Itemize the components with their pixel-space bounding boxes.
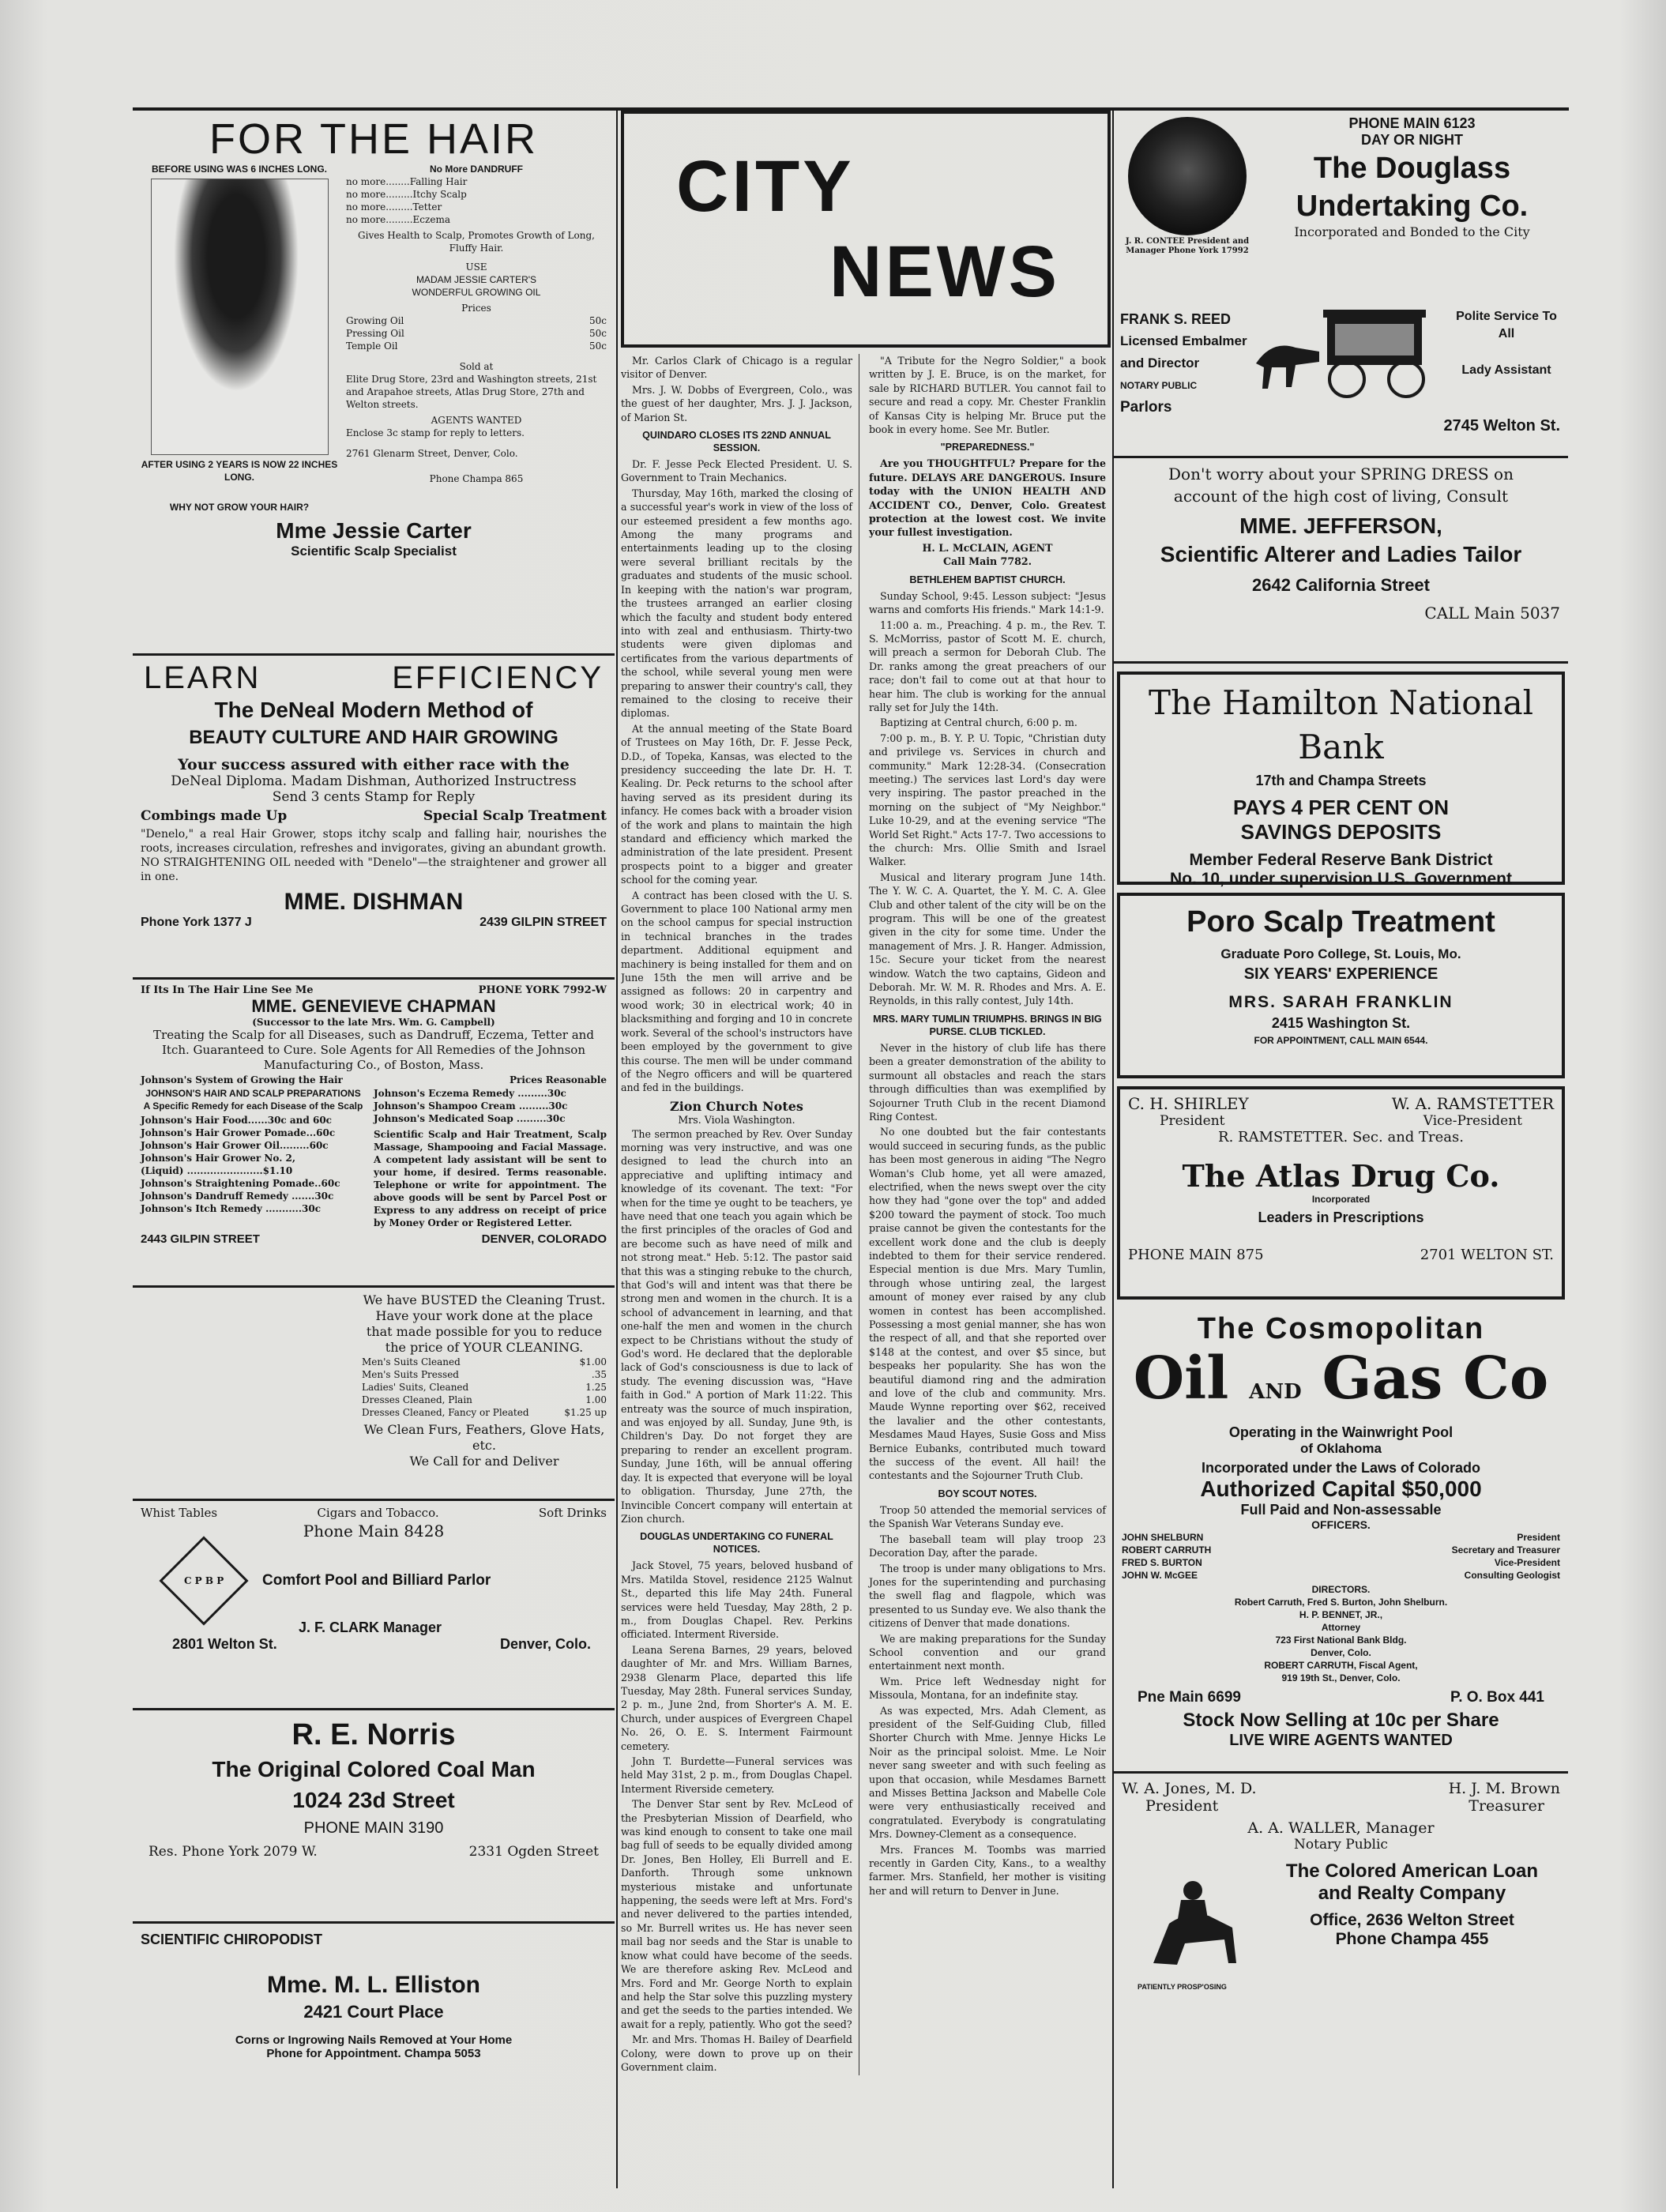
pool-city: Denver, Colo. bbox=[499, 1636, 591, 1652]
atlas-leaders: Leaders in Prescriptions bbox=[1258, 1209, 1424, 1225]
deneal-ad bbox=[133, 656, 615, 980]
left-column bbox=[133, 111, 615, 2188]
hair-photo bbox=[151, 179, 329, 455]
product-right-2: Johnson's Shampoo Cream .........30c bbox=[374, 1100, 568, 1112]
bethlehem-p3: Baptizing at Central church, 6:00 p. m. bbox=[880, 717, 1077, 729]
special-treatment: Special Scalp Treatment bbox=[423, 808, 607, 824]
product-left-4: Johnson's Hair Grower No. 2, bbox=[141, 1153, 296, 1164]
bethlehem-p2: 11:00 a. m., Preaching. 4 p. m., the Rev. T. S. McMorriss, pastor of Scott M. E. church, will preach a sermon for Deborah Club. The Dr. ranks among the great preachers of our race; don't fail to come out at that hour to hear him. The club is working for the annual rally set for July the 14th. bbox=[869, 619, 1106, 713]
poro-grad: Graduate Poro College, St. Louis, Mo. bbox=[1220, 946, 1461, 961]
reed-embalmer: Licensed Embalmer bbox=[1120, 333, 1247, 348]
bethlehem-p5: Musical and literary program June 14th. The Y. W. C. A. Quartet, the Y. M. C. A. Glee Club and other talent of the city will be on the program. This will be one of the greatest given in the city for some time. Under the management of Mrs. J. R. Hanger. Admission, 15c. Secure your ticket from the nearest window. Watch the two captains, Gideon and Deborah. Mr. W. M. R. Rhodes and Mrs. A. E. Reynolds, in this rally contest, July 14th. bbox=[869, 871, 1106, 1007]
officer-4: JOHN W. McGEE Consulting Geologist bbox=[1122, 1570, 1560, 1581]
clean-furs: We Clean Furs, Feathers, Glove Hats, etc. bbox=[363, 1422, 605, 1453]
ramstetter-name: W. A. RAMSTETTER bbox=[1391, 1094, 1554, 1113]
cleaning-row-2: Men's Suits Pressed .35 bbox=[362, 1369, 607, 1380]
bennet-attorney: Attorney bbox=[1321, 1622, 1361, 1633]
cleaning-row-4: Dresses Cleaned, Plain 1.00 bbox=[362, 1394, 607, 1405]
jefferson-call: CALL Main 5037 bbox=[1424, 604, 1560, 623]
loan-name-2: and Realty Company bbox=[1318, 1883, 1506, 1904]
loan-name-1: The Colored American Loan bbox=[1285, 1860, 1539, 1882]
chapman-street: 2443 GILPIN STREET bbox=[141, 1232, 260, 1246]
cosmo-inc: Incorporated under the Laws of Colorado bbox=[1201, 1460, 1481, 1476]
pool-name: Comfort Pool and Billiard Parlor bbox=[262, 1572, 491, 1589]
mcclain-call: Call Main 7782. bbox=[943, 555, 1032, 568]
news-columns bbox=[621, 354, 1111, 2075]
quindaro-p2: At the annual meeting of the State Board of Trustees on May 16th, Dr. F. Jesse Peck, D.D., of Topeka, Kansas, was elected to the presidency succeeding the late Dr. H. T. Kealing. Dr. Peck returns to the school after having served as its president during its infancy. He comes back with a broader vision of the work and plans to maintain the high standard and efficiency which marked the administration of the late president. Present prospects point to a bigger and greater school for the coming year. bbox=[621, 722, 852, 886]
prospector-caption: PATIENTLY PROSP'OSING bbox=[1138, 1983, 1227, 1991]
carter-specialist: Scientific Scalp Specialist bbox=[291, 544, 457, 559]
before-caption: BEFORE USING WAS 6 INCHES LONG. bbox=[151, 164, 328, 175]
hamilton-pays: PAYS 4 PER CENT ON bbox=[1232, 796, 1450, 819]
dobbs-note: Mrs. J. W. Dobbs of Evergreen, Colo., was the guest of her daughter, Mrs. J. J. Jackson, of Marion St. bbox=[621, 383, 852, 423]
toombs-note: Mrs. Frances M. Toombs was married recently in Garden City, Kans., to a wealthy farmer. Mrs. Stanfield, her mother is visiting her and will return to Denver in June. bbox=[869, 1843, 1106, 1897]
douglass-name-2: Undertaking Co. bbox=[1296, 190, 1529, 223]
jefferson-ad bbox=[1114, 458, 1568, 664]
officer-2: ROBERT CARRUTH Secretary and Treasurer bbox=[1122, 1544, 1560, 1556]
no-more-4: no more.........Eczema bbox=[346, 214, 450, 225]
why-caption: WHY NOT GROW YOUR HAIR? bbox=[169, 502, 310, 513]
reed-director: and Director bbox=[1120, 356, 1200, 371]
officer-3: FRED S. BURTON Vice-President bbox=[1122, 1557, 1560, 1568]
quindaro-head: QUINDARO CLOSES ITS 22ND ANNUAL SESSION. bbox=[642, 430, 831, 454]
deneal-beauty: BEAUTY CULTURE AND HAIR GROWING bbox=[189, 727, 558, 748]
fiscal-agent: ROBERT CARRUTH, Fiscal Agent, bbox=[1264, 1660, 1418, 1671]
ramstetter-sec: R. RAMSTETTER. Sec. and Treas. bbox=[1218, 1129, 1464, 1146]
product-left-2: Johnson's Hair Grower Pomade...60c bbox=[141, 1127, 336, 1138]
funeral-stovel: Jack Stovel, 75 years, beloved husband of Mrs. Matilda Stovel, residence 2125 Walnut St., departed this life May 24th. Funeral services were held Tuesday, May 28th, 2 p. m., from Douglas Chapel. Rev. Perkins officiated. Interment Riverside. bbox=[621, 1559, 852, 1641]
tumlin-p2: No one doubted but the fair contestants would succeed in securing funds, as the public has been most generous in aiding "The Negro Woman's Club home, yet all were amazed, electrified, when the news swept over the city how they had "gone over the top" and added $200 toward the payment of stock. Too much praise cannot be given the contestants for the excellent work done and the club is deeply indebted to them for their service rendered. Especial mention is due Mrs. Mary Tumlin, through whose untiring zeal, the largest amount of money ever raised by any club women in contest has been accomplished. Possessing a most genial manner, she has won the respect of all, and that she reported over $148 at the contest, and over $5 since, but bespeaks her popularity. She has won the beautiful diamond ring and the admiration and love of the club and community. Mrs. Maude Wynne reporting over $62, received the lavalier and the other contestants, Mesdames Maud Hayes, Susie Goss and Miss Bernice Eubanks, contributed much toward the success of the event. All hail! the contestants and the Sojourner Truth Club. bbox=[869, 1126, 1106, 1482]
jefferson-name: MME. JEFFERSON, bbox=[1239, 514, 1442, 538]
bennet-bank: 723 First National Bank Bldg. bbox=[1275, 1635, 1407, 1646]
cosmo-op: Operating in the Wainwright Pool bbox=[1228, 1424, 1454, 1440]
cosmo-phone: Pne Main 6699 bbox=[1138, 1689, 1241, 1706]
douglass-name-1: The Douglass bbox=[1313, 152, 1511, 185]
norris-ad bbox=[133, 1710, 615, 1924]
funeral-barnes: Leana Serena Barnes, 29 years, beloved daughter of Mr. and Mrs. William Barnes, 2938 Glenarm Place, departed this life Tuesday, May 28th. Funeral services Sunday, 2 p. m., June 2nd, from Shorter's A. M. E. Church, under auspices of Evergreen Chapel No. 26, O. E. S. Interment Fairmount cemetery. bbox=[621, 1643, 852, 1752]
chiro-head: SCIENTIFIC CHIROPODIST bbox=[141, 1932, 323, 1947]
parlors: Parlors bbox=[1120, 399, 1172, 416]
lady-assistant: Lady Assistant bbox=[1461, 363, 1551, 377]
pool-phone: Phone Main 8428 bbox=[303, 1522, 445, 1540]
directors-list: Robert Carruth, Fred S. Burton, John Shelburn. bbox=[1234, 1597, 1448, 1608]
poro-title: Poro Scalp Treatment bbox=[1187, 905, 1495, 939]
soft-drinks: Soft Drinks bbox=[538, 1506, 607, 1520]
news-column-b bbox=[869, 354, 1106, 2075]
learn-word: LEARN bbox=[144, 660, 261, 695]
cosmo-and: AND bbox=[1249, 1380, 1302, 1404]
product-left-7: Johnson's Dandruff Remedy .......30c bbox=[141, 1191, 334, 1202]
mcclain-agent: H. L. McCLAIN, AGENT bbox=[922, 541, 1053, 554]
scout-p4: We are making preparations for the Sunday School convention and our grand entertainment next month. bbox=[869, 1632, 1106, 1672]
funeral-burdette: John T. Burdette—Funeral services was held May 31st, 2 p. m., from Douglas Chapel. Interment Riverside cemetery. bbox=[621, 1755, 852, 1795]
cleaning-ad bbox=[133, 1288, 615, 1501]
use-text: USE bbox=[465, 261, 487, 273]
chiro-address: 2421 Court Place bbox=[303, 2002, 444, 2022]
cigars: Cigars and Tobacco. bbox=[317, 1506, 439, 1520]
polite-service: Polite Service To All bbox=[1456, 310, 1557, 340]
gives-health: Gives Health to Scalp, Promotes Growth of Long, Fluffy Hair. bbox=[358, 230, 595, 254]
cosmo-box: P. O. Box 441 bbox=[1450, 1689, 1544, 1706]
johnsons-system: Johnson's System of Growing the Hair bbox=[141, 1074, 343, 1085]
poro-appt: FOR APPOINTMENT, CALL MAIN 6544. bbox=[1254, 1035, 1428, 1046]
loan-phone: Phone Champa 455 bbox=[1335, 1930, 1489, 1948]
bethlehem-p1: Sunday School, 9:45. Lesson subject: "Jesus warns and comforts His friends." Mark 14:1-9. bbox=[869, 589, 1106, 616]
chapman-successor: (Successor to the late Mrs. Wm. G. Campbell) bbox=[252, 1017, 495, 1028]
pool-ad bbox=[133, 1501, 615, 1710]
jones-title: President bbox=[1145, 1797, 1219, 1815]
news-word: NEWS bbox=[829, 231, 1060, 312]
specific-remedy: A Specific Remedy for each Disease of the Scalp bbox=[143, 1100, 363, 1112]
deneal-success: Your success assured with either race with the bbox=[178, 756, 570, 773]
dishman-name: MME. DISHMAN bbox=[284, 889, 464, 915]
poro-six: SIX YEARS' EXPERIENCE bbox=[1243, 965, 1438, 983]
brown-name: H. J. M. Brown bbox=[1448, 1780, 1560, 1797]
atlas-name: The Atlas Drug Co. bbox=[1182, 1158, 1500, 1194]
city-word: CITY bbox=[676, 146, 855, 227]
jefferson-street: 2642 California Street bbox=[1252, 575, 1430, 595]
chapman-body: Treating the Scalp for all Diseases, such as Dandruff, Eczema, Tetter and Itch. Guaranteed to Cure. Sole Agents for All Remedies of the Johnson Manufacturing Co., of Boston, Mass. bbox=[153, 1028, 594, 1072]
price-row-2: Pressing Oil 50c bbox=[346, 328, 607, 339]
douglass-inc: Incorporated and Bonded to the City bbox=[1294, 224, 1530, 239]
jefferson-intro: Don't worry about your SPRING DRESS on account of the high cost of living, Consult bbox=[1168, 465, 1514, 506]
cleaning-row-1: Men's Suits Cleaned $1.00 bbox=[362, 1356, 607, 1367]
jefferson-tag: Scientific Alterer and Ladies Tailor bbox=[1160, 542, 1522, 566]
no-more-dandruff: No More DANDRUFF bbox=[430, 164, 523, 175]
poro-name: MRS. SARAH FRANKLIN bbox=[1228, 993, 1454, 1011]
stores: Elite Drug Store, 23rd and Washington streets, 21st and Arapahoe streets, Atlas Drug Store, 27th and Welton streets. bbox=[346, 374, 597, 410]
chapman-phone: PHONE YORK 7992-W bbox=[478, 984, 607, 996]
city-news-masthead bbox=[621, 111, 1111, 348]
price-note: Wm. Price left Wednesday night for Missoula, Montana, for an indefinite stay. bbox=[869, 1675, 1106, 1702]
preparations-head: JOHNSON'S HAIR AND SCALP PREPARATIONS bbox=[145, 1088, 361, 1099]
efficiency-word: EFFICIENCY bbox=[392, 660, 604, 695]
waller-notary: Notary Public bbox=[1294, 1837, 1388, 1853]
product-left-6: Johnson's Straightening Pomade..60c bbox=[141, 1178, 340, 1189]
poro-address: 2415 Washington St. bbox=[1271, 1015, 1411, 1031]
douglass-phone: PHONE MAIN 6123 bbox=[1348, 115, 1476, 131]
douglass-night: DAY OR NIGHT bbox=[1360, 132, 1464, 148]
chapman-ad bbox=[133, 980, 615, 1288]
preparedness-body: Are you THOUGHTFUL? Prepare for the future. DELAYS ARE DANGEROUS. Insure today with the UNION HEALTH AND ACCIDENT CO., Denver, Colo. Greatest protection at the lowest cost. We invite your fullest investigation. bbox=[869, 457, 1106, 539]
atlas-ad bbox=[1117, 1086, 1565, 1300]
norris-name: R. E. Norris bbox=[291, 1718, 456, 1751]
reed-notary: NOTARY PUBLIC bbox=[1120, 380, 1198, 391]
chiropodist-ad bbox=[133, 1924, 615, 2068]
shirley-name: C. H. SHIRLEY bbox=[1128, 1094, 1249, 1113]
cosmo-gas: Gas Co bbox=[1322, 1345, 1549, 1413]
jones-name: W. A. Jones, M. D. bbox=[1122, 1780, 1257, 1797]
norris-res-address: 2331 Ogden Street bbox=[468, 1844, 599, 1860]
funeral-head: DOUGLAS UNDERTAKING CO FUNERAL NOTICES. bbox=[640, 1531, 833, 1556]
chiro-corns: Corns or Ingrowing Nails Removed at Your Home bbox=[235, 2033, 513, 2047]
cosmo-cap: Authorized Capital $50,000 bbox=[1200, 1477, 1482, 1501]
norris-tag: The Original Colored Coal Man bbox=[212, 1757, 536, 1781]
zion-body: The sermon preached by Rev. Over Sunday morning was very instructive, and was one designed to lead the church into an appreciative and uplifting intimacy and knowledge of its covenant. The text: "For when for the time ye ought to be teachers, ye have need that one teach you again which be the first principles of the oracles of God and are become such as have need of milk and not strong meat." Heb. 5:12. The pastor said that this was a stinging rebuke to the church, that God's will and intent was that there be strong men and women in the church. It is a school of advancement in learning, and that one-half the men and women in the church expect to be Christians without the study of God's word. He declared that the deplorable lack of God's consciousness is due to lack of study. The evening discussion was, "Have faith in God." A portion of Mark 11:22. This entreaty was the source of much inspiration, and was enjoyed by all. Sunday, June 9th, is Children's Day. Do not forget they are preparing to render an excellent program. Sunday, June 16th, will be annual offering day. It is expected that everyone will be loyal to obligation. Thursday, June 27th, the Invincible Concert company will entertain at Zion church. bbox=[621, 1127, 852, 1525]
clement-note: As was expected, Mrs. Adah Clement, as president of the Self-Guiding Club, filled Shorter Church with Mme. Jennye Hicks Le Noir as the principal soloist. Mme. Le Noir never sang sweeter and with such feeling as upon that occasion, while Mesdames Barnett and Misses Bettina Jackson and Mabelle Cole were very enthusiastically received and congratulated. Everybody is congratulating Mrs. Downey-Clement as a consequence. bbox=[869, 1704, 1106, 1841]
douglass-address: 2745 Welton St. bbox=[1443, 417, 1560, 434]
cosmo-oil: Oil bbox=[1133, 1345, 1229, 1413]
sold-at: Sold at bbox=[459, 361, 494, 372]
bethlehem-p4: 7:00 p. m., B. Y. P. U. Topic, "Christian duty and privilege vs. Services in church and community." Mark 12:28-34. (Consecration meeting.) The services last Lord's day were very inspiring. The pastor preached in the morning on the subject of "My Neighbor." Luke 10-29, and at the evening service "The World Set Right." Acts 17-7. Two accessions to the church: Mrs. Ollie Smith and Israel Walker. bbox=[869, 732, 1106, 868]
no-more-1: no more........Falling Hair bbox=[346, 176, 468, 187]
contee-caption: J. R. CONTEE President and Manager Phone York 17992 bbox=[1125, 237, 1250, 255]
brown-title: Treasurer bbox=[1469, 1797, 1544, 1815]
douglass-ad bbox=[1114, 111, 1568, 458]
right-column bbox=[1114, 111, 1568, 2188]
hair-phone: Phone Champa 865 bbox=[429, 473, 524, 484]
hamilton-member: Member Federal Reserve Bank District bbox=[1189, 851, 1493, 869]
scout-p2: The baseball team will play troop 23 Decoration Day, after the parade. bbox=[869, 1533, 1106, 1559]
cleaning-row-5: Dresses Cleaned, Fancy or Pleated $1.25 up bbox=[362, 1407, 607, 1418]
madam-carter: MADAM JESSIE CARTER'S bbox=[416, 274, 537, 285]
hair-address: 2761 Glenarm Street, Denver, Colo. bbox=[346, 448, 518, 459]
chapman-city: DENVER, COLORADO bbox=[481, 1232, 607, 1246]
product-left-8: Johnson's Itch Remedy ...........30c bbox=[141, 1203, 322, 1214]
cosmo-paid: Full Paid and Non-assessable bbox=[1240, 1502, 1442, 1518]
poro-ad bbox=[1117, 893, 1565, 1078]
column-rule-1 bbox=[616, 111, 618, 2188]
scout-head: BOY SCOUT NOTES. bbox=[938, 1488, 1037, 1499]
carter-name: Mme Jessie Carter bbox=[276, 518, 472, 543]
bailey-note: Mr. and Mrs. Thomas H. Bailey of Dearfield Colony, were down to prove up on their Government claim. bbox=[621, 2033, 852, 2073]
seeds-mystery: The Denver Star sent by Rev. McLeod of the Presbyterian Mission of Dearfield, who was kind enough to consent to take one mail bag full of seeds to be equally divided among Dr. Jones, Ben Holley, Eli Burrell and E. Danforth. Through some unknown mysterious mistake and unfortunate happening, the seeds were left at Mrs. Ford's and never delivered to the parties intended, so Mr. Burrell writes us. He has never seen mail bag nor seeds and the Star is unable to know what could have become of the seeds. We are therefore asking Rev. McLeod and Mrs. Ford and Mr. George North to explain and help the Star solve this puzzling mystery and get the seeds to the parties intended. We await for a reply, patiently. Who got the seed? bbox=[621, 1798, 852, 2030]
quindaro-p3: A contract has been closed with the U. S. Government to place 100 National army men on the school campus for special instruction in technical branches in the trades department. Additional equipment and machinery is being installed for them and on June 15th the men will arrive and be assigned as follows: 20 in carpentry and wood work; 30 in electrical work; 40 in blacksmithing and forging and 10 in concrete work. Several of the school's instructors have been employed by the government to give this course. The men will be under command of the Negro officers and will be quartered and fed in the buildings. bbox=[621, 889, 852, 1094]
norris-street: 1024 23d Street bbox=[292, 1788, 455, 1812]
chiro-phone: Phone for Appointment. Champa 5053 bbox=[266, 2047, 481, 2060]
fiscal-address: 919 19th St., Denver, Colo. bbox=[1281, 1672, 1401, 1683]
cleaning-intro: We have BUSTED the Cleaning Trust. Have your work done at the place that made possible for you to reduce the price of YOUR CLEANING. bbox=[363, 1292, 606, 1355]
hamilton-district: No. 10, under supervision U.S. Government bbox=[1170, 870, 1512, 888]
hamilton-name: The Hamilton National Bank bbox=[1148, 683, 1534, 766]
loan-office: Office, 2636 Welton Street bbox=[1310, 1911, 1514, 1929]
directors-head: DIRECTORS. bbox=[1311, 1584, 1371, 1595]
middle-column bbox=[621, 111, 1111, 2188]
hair-ad-title: FOR THE HAIR bbox=[209, 115, 539, 163]
price-row-3: Temple Oil 50c bbox=[346, 340, 607, 352]
deneal-stamp: Send 3 cents Stamp for Reply bbox=[272, 789, 476, 805]
no-more-2: no more.........Itchy Scalp bbox=[346, 189, 467, 200]
pool-emblem: C P B P bbox=[159, 1536, 248, 1625]
hamilton-savings: SAVINGS DEPOSITS bbox=[1240, 820, 1442, 844]
deneal-method: The DeNeal Modern Method of bbox=[214, 698, 533, 722]
bethlehem-head: BETHLEHEM BAPTIST CHURCH. bbox=[909, 574, 1066, 585]
scout-p1: Troop 50 attended the memorial services of the Spanish War Veterans Sunday eve. bbox=[869, 1503, 1106, 1530]
prospector-illustration bbox=[1138, 1868, 1256, 1979]
hair-ad bbox=[133, 111, 615, 656]
reed-name: FRANK S. REED bbox=[1120, 311, 1232, 327]
clark-note: Mr. Carlos Clark of Chicago is a regular visitor of Denver. bbox=[621, 355, 852, 381]
atlas-address: 2701 WELTON ST. bbox=[1420, 1247, 1554, 1263]
growing-oil-head: WONDERFUL GROWING OIL bbox=[412, 287, 541, 298]
tumlin-p1: Never in the history of club life has there been a greater demonstration of the ability to surmount all obstacles and reach the stars through difficulties than was exemplified by Sojourner Truth Club in the recent Diamond Ring Contest. bbox=[869, 1041, 1106, 1123]
enclose-stamp: Enclose 3c stamp for reply to letters. bbox=[346, 427, 525, 438]
hamilton-street: 17th and Champa Streets bbox=[1255, 773, 1427, 788]
bennet-name: H. P. BENNET, JR., bbox=[1299, 1609, 1383, 1620]
atlas-phone: PHONE MAIN 875 bbox=[1128, 1247, 1264, 1263]
zion-author: Mrs. Viola Washington. bbox=[678, 1114, 795, 1127]
pool-manager: J. F. CLARK Manager bbox=[299, 1620, 442, 1635]
cosmo-agents: LIVE WIRE AGENTS WANTED bbox=[1229, 1732, 1453, 1749]
quindaro-p1: Thursday, May 16th, marked the closing of a successful year's work in view of the loss of our esteemed president a few months ago. Among the many programs and entertainments leading up to the closing were several brilliant recitals by the graduates and students of the music school. In keeping with the nation's war program, the trustees arranged an earlier closing which the faculty and student body entered into with zeal and enthusiasm. Thirty-two students were given diplomas and certificates from the various departments of the school, while several young men were preparing to answer their country's call, they remained to the closing to receive their diplomas. bbox=[621, 487, 852, 720]
hearse-illustration bbox=[1248, 292, 1438, 403]
deneal-body-2: NO STRAIGHTENING OIL needed with "Denelo"—the straightener and grower all in one. bbox=[141, 856, 607, 883]
news-column-a bbox=[621, 354, 859, 2075]
officer-1: JOHN SHELBURN President bbox=[1122, 1532, 1560, 1543]
cleaning-row-3: Ladies' Suits, Cleaned 1.25 bbox=[362, 1382, 607, 1393]
loan-ad bbox=[1114, 1774, 1568, 2011]
whist-tables: Whist Tables bbox=[141, 1506, 218, 1520]
call-deliver: We Call for and Deliver bbox=[409, 1454, 559, 1469]
prices-head: Prices bbox=[461, 303, 491, 314]
product-right-3: Johnson's Medicated Soap .........30c bbox=[374, 1113, 566, 1124]
norris-res-phone: Res. Phone York 2079 W. bbox=[149, 1844, 318, 1860]
hamilton-ad bbox=[1117, 672, 1565, 888]
norris-phone: PHONE MAIN 3190 bbox=[303, 1819, 444, 1837]
product-left-1: Johnson's Hair Food......30c and 60c bbox=[141, 1115, 332, 1126]
deneal-diploma: DeNeal Diploma. Madam Dishman, Authorized Instructress bbox=[171, 773, 577, 789]
product-left-3: Johnson's Hair Grower Oil.........60c bbox=[141, 1140, 329, 1151]
ramstetter-title: Vice-President bbox=[1423, 1113, 1522, 1129]
pool-address: 2801 Welton St. bbox=[172, 1636, 277, 1652]
no-more-3: no more.........Tetter bbox=[346, 201, 442, 213]
quindaro-sub: Dr. F. Jesse Peck Elected President. U. S. Government to Train Mechanics. bbox=[621, 458, 852, 484]
tumlin-head: MRS. MARY TUMLIN TRIUMPHS. BRINGS IN BIG PURSE. CLUB TICKLED. bbox=[873, 1013, 1102, 1037]
price-row-1: Growing Oil 50c bbox=[346, 315, 607, 326]
cosmo-the: The Cosmopolitan bbox=[1197, 1312, 1485, 1345]
cosmo-stock: Stock Now Selling at 10c per Share bbox=[1183, 1710, 1499, 1731]
product-left-5: (Liquid) .......................$1.10 bbox=[141, 1165, 293, 1176]
zion-head: Zion Church Notes bbox=[670, 1098, 803, 1114]
combings: Combings made Up bbox=[141, 808, 288, 824]
cosmo-officers-head: OFFICERS. bbox=[1311, 1518, 1371, 1531]
waller-name: A. A. WALLER, Manager bbox=[1247, 1819, 1435, 1837]
dishman-address: 2439 GILPIN STREET bbox=[479, 916, 607, 929]
cosmopolitan-ad bbox=[1114, 1307, 1568, 1774]
chapman-name: MME. GENEVIEVE CHAPMAN bbox=[251, 996, 496, 1016]
prices-reasonable: Prices Reasonable bbox=[509, 1074, 607, 1085]
shirley-title: President bbox=[1160, 1113, 1225, 1129]
contee-portrait bbox=[1128, 117, 1247, 235]
atlas-inc: Incorporated bbox=[1311, 1194, 1371, 1205]
agents-wanted: AGENTS WANTED bbox=[431, 415, 522, 426]
chiro-name: Mme. M. L. Elliston bbox=[266, 1972, 480, 1998]
tribute-note: "A Tribute for the Negro Soldier," a book written by J. E. Bruce, is on the market, for sale by RICHARD BUTLER. You cannot fail to secure and read a copy. Mr. Chester Franklin of Kansas City is helping Mr. Bruce put the book in every home. See Mr. Butler. bbox=[869, 355, 1106, 436]
scout-p3: The troop is under many obligations to Mrs. Jones for the superintending and purchasing the swell flag and flagpole, which was presented to us Sunday eve. We also thank the citizens of Denver that made donations. bbox=[869, 1562, 1106, 1630]
bennet-city: Denver, Colo. bbox=[1311, 1647, 1371, 1658]
deneal-body-1: "Denelo," a real Hair Grower, stops itchy scalp and falling hair, nourishes the roots, increases circulation, refreshes and invigorates, giving an abundant growth. bbox=[141, 828, 607, 855]
after-caption: AFTER USING 2 YEARS IS NOW 22 INCHES LONG. bbox=[141, 459, 338, 483]
scientific-treatment: Scientific Scalp and Hair Treatment, Scalp Massage, Shampooing and Facial Massage. A competent lady assistant will be sent to your home, if desired. Terms reasonable. Telephone or write for appointment. The above goods will be sent by Parcel Post or Express to any address on receipt of price by Money Order or Registered Letter. bbox=[374, 1129, 607, 1228]
dishman-phone: Phone York 1377 J bbox=[141, 916, 252, 929]
preparedness-head: "PREPAREDNESS." bbox=[940, 442, 1035, 453]
cosmo-ok: of Oklahoma bbox=[1300, 1441, 1382, 1456]
product-right-1: Johnson's Eczema Remedy .........30c bbox=[374, 1088, 566, 1099]
hair-line: If Its In The Hair Line See Me bbox=[141, 984, 314, 996]
